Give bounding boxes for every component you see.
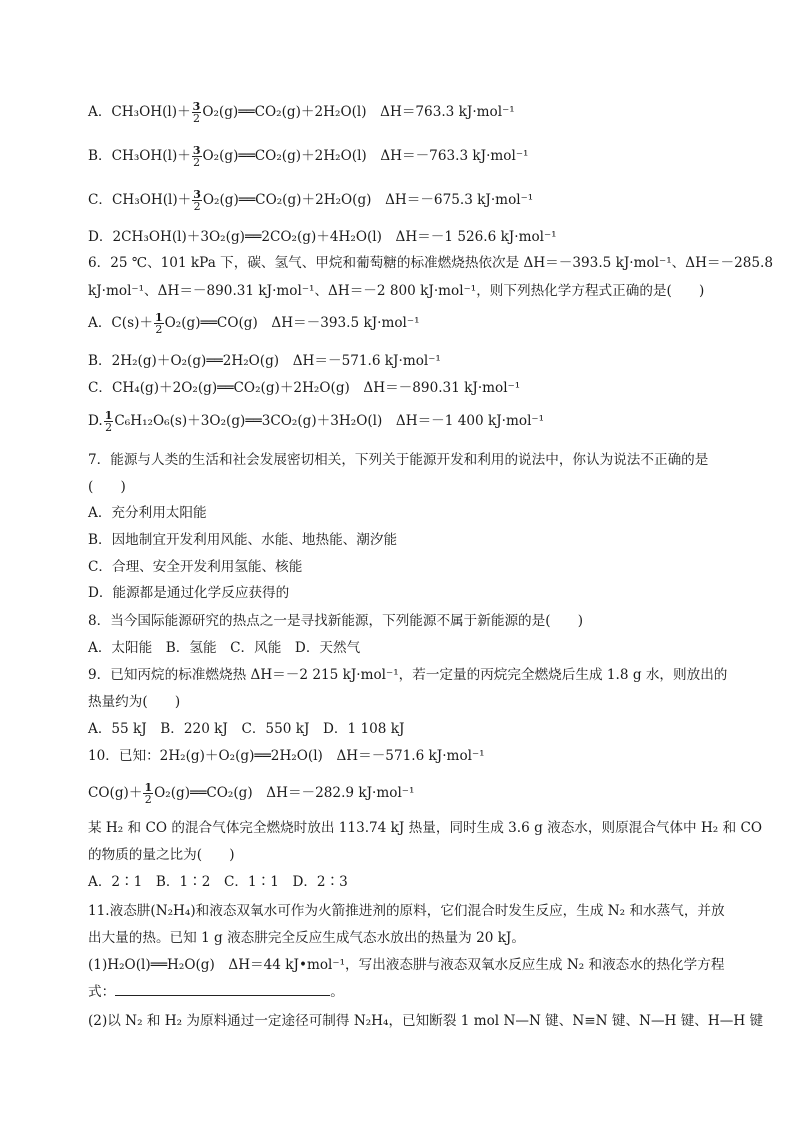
q6-option-d: [88, 410, 544, 433]
q10-stem-line2: 的物质的量之比为( ): [88, 847, 235, 863]
q7-option-c: C．合理、安全开发利用氢能、核能: [88, 559, 303, 575]
fraction-one-half: $\frac{1}{2}$: [144, 781, 153, 806]
q11-part1-prefix: 式：: [88, 984, 116, 1000]
q5-option-d: D．2CH₃OH(l)＋3O₂(g)══2CO₂(g)＋4H₂O(l) ΔH＝－1 526.6 kJ·mol⁻¹: [88, 229, 557, 245]
q10-stem-line1: 某 H₂ 和 CO 的混合气体完全燃烧时放出 113.74 kJ 热量，同时生成 3.6 g 液态水，则原混合气体中 H₂ 和 CO: [88, 820, 763, 836]
q7-stem-line2: ( ): [88, 479, 126, 495]
q6-stem-line1: 6．25 ℃、101 kPa 下，碳、氢气、甲烷和葡萄糖的标准燃烧热依次是 ΔH＝－393.5 kJ·mol⁻¹、ΔH＝－285.8: [88, 255, 774, 271]
q6-option-d-pre: D.: [88, 413, 103, 429]
fraction-one-half: $\frac{1}{2}$: [155, 311, 163, 336]
q9-options: A．55 kJ B．220 kJ C．550 kJ D．1 108 kJ: [88, 721, 405, 737]
q7-option-b: B．因地制宜开发利用风能、水能、地热能、潮汐能: [88, 532, 398, 548]
q6-option-a: [88, 312, 420, 335]
q6-stem-line2: kJ·mol⁻¹、ΔH＝－890.31 kJ·mol⁻¹、ΔH＝－2 800 kJ·mol⁻¹，则下列热化学方程式正确的是( ): [88, 283, 705, 299]
q11-part1-line1: (1)H₂O(l)══H₂O(g) ΔH＝44 kJ•mol⁻¹，写出液态肼与液态双氧水反应生成 N₂ 和液态水的热化学方程: [88, 957, 725, 973]
q6-option-d-post: C₆H₁₂O₆(s)＋3O₂(g)══3CO₂(g)＋3H₂O(l) ΔH＝－1 400 kJ·mol⁻¹: [114, 413, 545, 429]
q6-option-b: B．2H₂(g)＋O₂(g)══2H₂O(g) ΔH＝－571.6 kJ·mol⁻¹: [88, 353, 441, 369]
q7-option-a: A．充分利用太阳能: [88, 505, 207, 521]
q5-option-a-post: O₂(g)══CO₂(g)＋2H₂O(l) ΔH＝763.3 kJ·mol⁻¹: [202, 104, 515, 120]
q5-option-b: [88, 145, 528, 168]
q6-option-a-pre: A．C(s)＋: [88, 315, 153, 331]
q11-stem-line2: 出大量的热。已知 1 g 液态肼完全反应生成气态水放出的热量为 20 kJ。: [88, 930, 525, 946]
q7-stem-line1: 7．能源与人类的生活和社会发展密切相关，下列关于能源开发和利用的说法中，你认为说法不正确的是: [88, 452, 709, 468]
q6-option-a-post: O₂(g)══CO(g) ΔH＝－393.5 kJ·mol⁻¹: [164, 315, 420, 331]
q7-option-d: D．能源都是通过化学反应获得的: [88, 585, 290, 601]
q5-option-a: [88, 101, 515, 124]
q10-equation-2-pre: CO(g)＋: [88, 785, 143, 801]
q11-part2-line1: (2)以 N₂ 和 H₂ 为原料通过一定途径可制得 N₂H₄，已知断裂 1 mol N—N 键、N≡N 键、N—H 键、H—H 键: [88, 1013, 764, 1029]
q5-option-c-post: O₂(g)══CO₂(g)＋2H₂O(g) ΔH＝－675.3 kJ·mol⁻¹: [202, 192, 534, 208]
q5-option-b-pre: B．CH₃OH(l)＋: [88, 148, 191, 164]
q9-stem-line2: 热量约为( ): [88, 694, 181, 710]
fraction-one-half: $\frac{1}{2}$: [104, 409, 113, 434]
q8-stem: 8．当今国际能源研究的热点之一是寻找新能源，下列能源不属于新能源的是( ): [88, 613, 584, 629]
q6-option-c: C．CH₄(g)＋2O₂(g)══CO₂(g)＋2H₂O(g) ΔH＝－890.31 kJ·mol⁻¹: [88, 380, 521, 396]
fraction-three-halves: $\frac{3}{2}$: [192, 144, 201, 169]
q5-option-c: [88, 189, 533, 212]
fraction-three-halves: $\frac{3}{2}$: [192, 100, 201, 125]
q10-options: A．2∶1 B．1∶2 C．1∶1 D．2∶3: [88, 874, 348, 890]
q11-part1-line2: [88, 983, 344, 1001]
q5-option-c-pre: C．CH₃OH(l)＋: [88, 192, 192, 208]
q5-option-a-pre: A．CH₃OH(l)＋: [88, 104, 191, 120]
q11-part1-suffix: 。: [330, 984, 344, 1000]
fraction-three-halves: $\frac{3}{2}$: [193, 188, 201, 213]
q8-options: A．太阳能 B．氢能 C．风能 D．天然气: [88, 640, 361, 656]
q10-equation-2-post: O₂(g)══CO₂(g) ΔH＝－282.9 kJ·mol⁻¹: [154, 785, 415, 801]
q11-stem-line1: 11.液态肼(N₂H₄)和液态双氧水可作为火箭推进剂的原料，它们混合时发生反应，生成 N₂ 和水蒸气，并放: [88, 903, 725, 919]
q10-equation-1: 10．已知：2H₂(g)＋O₂(g)══2H₂O(l) ΔH＝－571.6 kJ·mol⁻¹: [88, 748, 485, 764]
q9-stem-line1: 9．已知丙烷的标准燃烧热 ΔH＝－2 215 kJ·mol⁻¹，若一定量的丙烷完全燃烧后生成 1.8 g 水，则放出的: [88, 667, 728, 683]
q5-option-b-post: O₂(g)══CO₂(g)＋2H₂O(l) ΔH＝－763.3 kJ·mol⁻¹: [202, 148, 529, 164]
answer-blank[interactable]: [115, 983, 330, 996]
q10-equation-2: [88, 782, 414, 805]
